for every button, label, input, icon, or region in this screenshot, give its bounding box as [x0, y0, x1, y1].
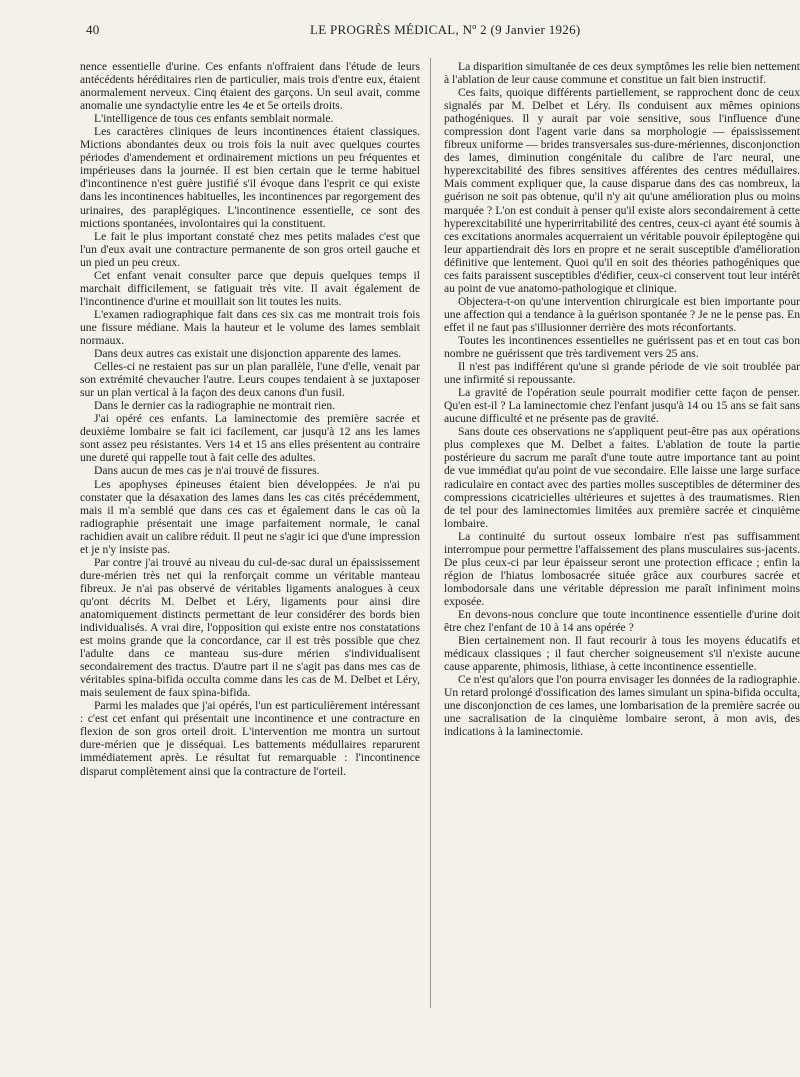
paragraph: En devons-nous conclure que toute incontinence essentielle d'urine doit être chez l'enfant de 10 à 14 ans opérée ? — [444, 607, 800, 635]
paragraph: Dans deux autres cas existait une disjonction apparente des lames. — [94, 347, 402, 361]
paragraph: Par contre j'ai trouvé au niveau du cul-de-sac dural un épaississement dure-mérien très net qui la renforçait comme un véritable manteau fibreux. Je n'ai pas observé de véritables ligaments analogues à ceux qu'ont décrits M. Delbet et Léry, ligaments pour ainsi dire anatomiquement distincts permettant de leur considérer des bords bien individualisés. A vrai dire, l'opposition qui existe entre nos constatations est moins grande que la concordance, car il est très possible que chez l'adulte dans ce manteau sus-dure mérien s'individualisent secondairement des tractus. D'autre part il ne s'agit pas dans mes cas de véritables spina-bifida occulta comme dans les cas de M. Delbet et Léry, mais seulement de faux spina-bifida. — [80, 555, 420, 700]
page-header — [70, 22, 786, 42]
paragraph: Les apophyses épineuses étaient bien développées. Je n'ai pu constater que la désaxation des lames dans les cas cités précédemment, mais il m'a semblé que dans ces cas et également dans le cas où la radiographie présentait une image parfaitement normale, le canal rachidien avait un calibre réduit. Il peut ne s'agir ici que d'une impression et je n'y insiste pas. — [80, 477, 420, 556]
left-column — [80, 60, 420, 778]
paragraph: Sans doute ces observations ne s'appliquent peut-être pas aux opérations plus complexes que M. Delbet a faites. L'ablation de toute la partie postérieure du sacrum me paraît d'une toute autre importance tant au point de vue immédiat qu'au point de vue secondaire. Elle laisse une large surface radiculaire en contact avec des parties molles susceptibles de déterminer des compressions cicatricielles ultérieures et sujettes à des traumatismes. Rien de tel pour des laminectomies limitées aux première sacrée et cinquième lombaire. — [444, 425, 800, 530]
paragraph: Dans le dernier cas la radiographie ne montrait rien. — [94, 399, 336, 413]
column-divider — [430, 58, 431, 1008]
paragraph: Toutes les incontinences essentielles ne guérissent pas et en tout cas bon nombre ne guérissent que très tardivement vers 25 ans. — [444, 333, 800, 361]
paragraph: Celles-ci ne restaient pas sur un plan parallèle, l'une d'elle, venait par son extrémité chevaucher l'autre. Leurs coupes tendaient à se juxtaposer sur un plan vertical à la façon des deux canons d'un fusil. — [80, 360, 420, 400]
paragraph: Ce n'est qu'alors que l'on pourra envisager les données de la radiographie. Un retard prolongé d'ossification des lames simulant un spina-bifida occulta, une disconjonction de ces lames, une lombarisation de la première sacrée ou une sacralisation de la cinquième lombaire seront, à mon avis, des indications à la laminectomie. — [444, 673, 800, 739]
paragraph: La disparition simultanée de ces deux symptômes les relie bien nettement à l'ablation de leur cause commune et constitue un fait bien instructif. — [444, 60, 800, 87]
page-number: 40 — [86, 22, 100, 37]
paragraph: nence essentielle d'urine. Ces enfants n'offraient dans l'étude de leurs antécédents héréditaires rien de particulier, mais trois d'entre eux, étaient anormalement nerveux. Cinq étaient des garçons. Un seul avait, comme anomalie une syndactylie entre les 4e et 5e orteils droits. — [80, 60, 420, 113]
paragraph: Il n'est pas indifférent qu'une si grande période de vie soit troublée par une infirmité si repoussante. — [444, 360, 800, 387]
paragraph: La gravité de l'opération seule pourrait modifier cette façon de penser. Qu'en est-il ? La laminectomie chez l'enfant jusqu'à 14 ou 15 ans se fait sans aucune difficulté et ne présente pas de gravité. — [444, 386, 800, 426]
paragraph: Dans aucun de mes cas je n'ai trouvé de fissures. — [94, 464, 320, 478]
paragraph: Ces faits, quoique différents partiellement, se rapprochent donc de ceux signalés par M. Delbet et Léry. Ils conduisent aux mêmes opinions pathogéniques. Il y aurait par voie sensitive, sous l'influence d'une compression dont l'agent varie dans sa morphologie — épaississement fibreux uniforme — brides transversales sus-dure-mériennes, disconjonction des lames, diminution congénitale du calibre de l'arc neural, une hyperexcitabilité des fibres sensitives afférentes des centres médullaires. Mais comment expliquer que, la cause disparue dans des cas nombreux, la guérison ne soit pas obtenue, qu'il n'y ait qu'une amélioration plus ou moins marquée ? L'on est conduit à penser qu'il existe alors secondairement à cette hyperexcitabilité une hyperirritabilité des centres, ceux-ci ayant été soumis à ces excitations anormales acquerraient un véritable pouvoir épileptogène qui leur appartiendrait dès lors en propre et ne serait susceptible d'amélioration définitive que lentement. Quoi qu'il en soit des théories pathogéniques que ces faits paraissent susceptibles d'édifier, ceux-ci conservent tout leur intérêt au point de vue anatomo-pathologique et clinique. — [444, 86, 800, 295]
paragraph: La continuité du surtout osseux lombaire n'est pas suffisamment interrompue pour permettre l'affaissement des plans musculaires sus-jacents. De plus ceux-ci par leur épaisseur seront une protection efficace ; enfin la région de l'hiatus lombosacrée située grâce aux courbures sacrée et lombodorsale dans une véritable dépression me paraît infiniment moins exposée. — [444, 529, 800, 608]
paragraph: J'ai opéré ces enfants. La laminectomie des première sacrée et deuxième lombaire se fait ici facilement, car jusqu'à 12 ans les lames sont assez peu résistantes. Vers 14 et 15 ans elles présentent au contraire une dureté qui rappelle tout à fait celle des adultes. — [80, 412, 420, 465]
paragraph: Cet enfant venait consulter parce que depuis quelques temps il marchait difficilement, se fatiguait très vite. Il avait également de l'incontinence d'urine et mouillait son lit toutes les nuits. — [80, 268, 420, 308]
paragraph: Parmi les malades que j'ai opérés, l'un est particulièrement intéressant : c'est cet enfant qui présentait une incontinence et une contracture en flexion de son gros orteil droit. L'intervention me montra un surtout dure-mérien que je disséquai. Les battements médullaires reparurent immédiatement après. Le résultat fut remarquable : l'incontinence disparut complètement ainsi que la contracture de l'orteil. — [80, 699, 420, 778]
running-title: LE PROGRÈS MÉDICAL, Nº 2 (9 Janvier 1926) — [310, 22, 581, 37]
paragraph: Objectera-t-on qu'une intervention chirurgicale est bien importante pour une affection qui a tendance à la guérison spontanée ? Je ne le pense pas. En effet il ne faut pas s'illusionner derrière des mots réconfortants. — [444, 294, 800, 334]
paragraph: Le fait le plus important constaté chez mes petits malades c'est que l'un d'eux avait une contracture permanente de son gros orteil gauche et un pied un peu creux. — [80, 229, 420, 269]
paragraph: L'intelligence de tous ces enfants semblait normale. — [94, 112, 334, 126]
right-column — [444, 60, 800, 738]
paragraph: Les caractères cliniques de leurs incontinences étaient classiques. Mictions abondantes deux ou trois fois la nuit avec quelques courtes périodes d'amendement et ordinairement mictions un peu fréquentes et impérieuses dans la journée. Il est bien certain que le terme habituel d'incontinence n'est guère justifié s'il évoque dans l'esprit ce qui existe dans les incontinences habituelles, les incontinences par regorgement des urinaires, des paraplégiques. L'incontinence essentielle, ce sont des mictions spontanées, involontaires qui la constituent. — [80, 125, 420, 230]
paragraph: L'examen radiographique fait dans ces six cas me montrait trois fois une fissure médiane. Mais la hauteur et le volume des lames semblait normaux. — [80, 307, 420, 347]
paragraph: Bien certainement non. Il faut recourir à tous les moyens éducatifs et médicaux classiques ; il faut chercher soigneusement s'il n'existe aucune cause apparente, phimosis, lithiase, à cette incontinence essentielle. — [444, 634, 800, 674]
